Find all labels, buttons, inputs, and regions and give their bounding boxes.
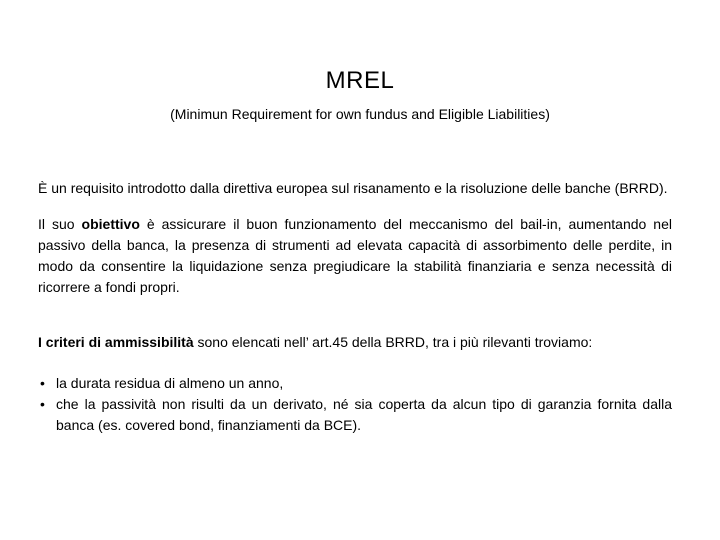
objective-paragraph (38, 214, 672, 298)
slide-subtitle: (Minimun Requirement for own fundus and Eligible Liabilities) (170, 106, 550, 122)
slide-title: MREL (325, 67, 395, 94)
criteria-keyword: I criteri di ammissibilità (38, 334, 194, 350)
criteria-list (38, 373, 672, 436)
definition-paragraph: È un requisito introdotto dalla direttiva europea sul risanamento e la risoluzione delle banche (BRRD). (38, 180, 668, 196)
bullet-icon: • (40, 375, 45, 391)
list-item (38, 394, 672, 436)
list-item-text: la durata residua di almeno un anno, (56, 375, 284, 391)
bullet-icon: • (40, 396, 45, 412)
criteria-text: sono elencati nell’ art.45 della BRRD, tra i più rilevanti troviamo: (193, 334, 593, 350)
list-item (38, 373, 672, 394)
objective-keyword: obiettivo (81, 216, 140, 232)
objective-prefix: Il suo (38, 216, 82, 232)
objective-text: è assicurare il buon funzionamento del meccanismo del bail-in, aumentando nel passivo della banca, la presenza di strumenti ad elevata capacità di assorbimento delle perdite, in modo da consentire la liquidazione senza pregiudicare la stabilità finanziaria e senza necessità di ricorrere a fondi propri. (38, 216, 672, 295)
slide-body (38, 178, 672, 436)
criteria-paragraph (38, 332, 672, 353)
list-item-text: che la passività non risulti da un derivato, né sia coperta da alcun tipo di garanzia fornita dalla banca (es. covered bond, finanziamenti da BCE). (56, 396, 672, 433)
